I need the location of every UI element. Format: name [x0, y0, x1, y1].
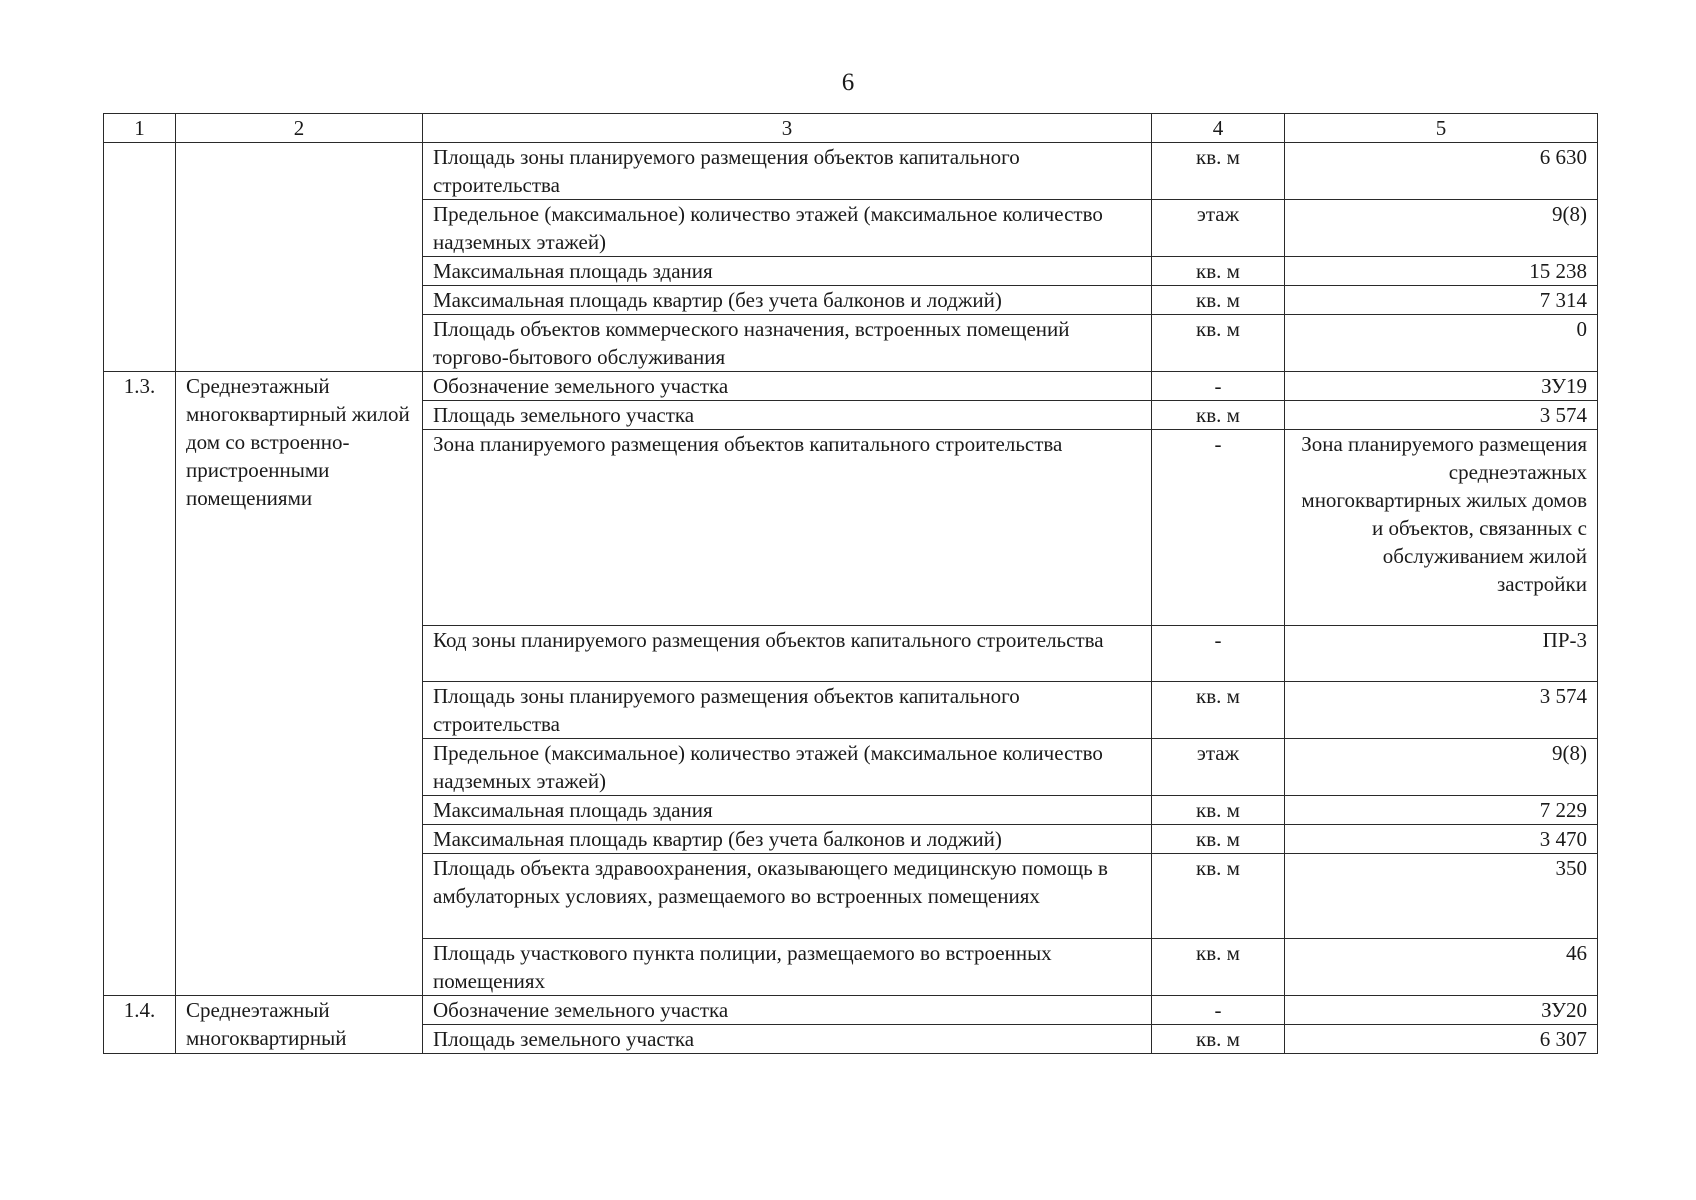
value-cell: 3 574 [1285, 682, 1598, 739]
parameter-cell: Максимальная площадь здания [423, 796, 1152, 825]
unit-cell: этаж [1152, 200, 1285, 257]
unit-cell: кв. м [1152, 143, 1285, 200]
table-row [104, 143, 1598, 200]
column-number-5: 5 [1285, 114, 1598, 143]
value-cell: 3 470 [1285, 825, 1598, 854]
unit-cell: - [1152, 996, 1285, 1025]
parameter-cell: Предельное (максимальное) количество этажей (максимальное количество надземных этажей) [423, 739, 1152, 796]
value-cell: 6 307 [1285, 1025, 1598, 1054]
unit-cell: кв. м [1152, 1025, 1285, 1054]
unit-cell: кв. м [1152, 286, 1285, 315]
value-cell: ПР-3 [1285, 626, 1598, 682]
column-number-1: 1 [104, 114, 176, 143]
row-number-cell: 1.4. [104, 996, 176, 1054]
value-cell: 3 574 [1285, 401, 1598, 430]
unit-cell: этаж [1152, 739, 1285, 796]
value-cell: 0 [1285, 315, 1598, 372]
parameter-cell: Обозначение земельного участка [423, 996, 1152, 1025]
unit-cell: кв. м [1152, 825, 1285, 854]
parameter-cell: Площадь объекта здравоохранения, оказывающего медицинскую помощь в амбулаторных условиях, размещаемого во встроенных помещениях [423, 854, 1152, 939]
unit-cell: - [1152, 372, 1285, 401]
object-name-cell [176, 143, 423, 372]
table-row [104, 372, 1598, 401]
value-cell: ЗУ20 [1285, 996, 1598, 1025]
parameter-cell: Площадь объектов коммерческого назначения, встроенных помещений торгово-бытового обслуживания [423, 315, 1152, 372]
parameter-cell: Площадь зоны планируемого размещения объектов капитального строительства [423, 682, 1152, 739]
parameters-table [103, 113, 1598, 1054]
column-number-3: 3 [423, 114, 1152, 143]
value-cell: 15 238 [1285, 257, 1598, 286]
parameter-cell: Зона планируемого размещения объектов капитального строительства [423, 430, 1152, 626]
row-number-cell: 1.3. [104, 372, 176, 996]
unit-cell: кв. м [1152, 854, 1285, 939]
value-cell: Зона планируемого размещения среднеэтажных многоквартирных жилых домов и объектов, связанных с обслуживанием жилой застройки [1285, 430, 1598, 626]
unit-cell: кв. м [1152, 796, 1285, 825]
parameter-cell: Площадь земельного участка [423, 401, 1152, 430]
value-cell: ЗУ19 [1285, 372, 1598, 401]
value-cell: 6 630 [1285, 143, 1598, 200]
value-cell: 7 314 [1285, 286, 1598, 315]
parameter-cell: Максимальная площадь квартир (без учета балконов и лоджий) [423, 286, 1152, 315]
value-cell: 46 [1285, 939, 1598, 996]
column-number-4: 4 [1152, 114, 1285, 143]
column-number-row [104, 114, 1598, 143]
unit-cell: - [1152, 430, 1285, 626]
unit-cell: кв. м [1152, 315, 1285, 372]
parameter-cell: Обозначение земельного участка [423, 372, 1152, 401]
page-number: 6 [841, 69, 855, 96]
parameter-cell: Площадь зоны планируемого размещения объектов капитального строительства [423, 143, 1152, 200]
object-name-cell: Среднеэтажный многоквартирный жилой дом со встроенно-пристроенными помещениями [176, 372, 423, 996]
parameter-cell: Площадь земельного участка [423, 1025, 1152, 1054]
value-cell: 9(8) [1285, 739, 1598, 796]
parameter-cell: Максимальная площадь квартир (без учета балконов и лоджий) [423, 825, 1152, 854]
parameter-cell: Предельное (максимальное) количество этажей (максимальное количество надземных этажей) [423, 200, 1152, 257]
parameter-cell: Код зоны планируемого размещения объектов капитального строительства [423, 626, 1152, 682]
value-cell: 9(8) [1285, 200, 1598, 257]
value-cell: 7 229 [1285, 796, 1598, 825]
object-name-cell: Среднеэтажный многоквартирный [176, 996, 423, 1054]
parameter-cell: Площадь участкового пункта полиции, размещаемого во встроенных помещениях [423, 939, 1152, 996]
parameter-cell: Максимальная площадь здания [423, 257, 1152, 286]
unit-cell: кв. м [1152, 257, 1285, 286]
unit-cell: - [1152, 626, 1285, 682]
unit-cell: кв. м [1152, 401, 1285, 430]
unit-cell: кв. м [1152, 682, 1285, 739]
unit-cell: кв. м [1152, 939, 1285, 996]
column-number-2: 2 [176, 114, 423, 143]
row-number-cell [104, 143, 176, 372]
value-cell: 350 [1285, 854, 1598, 939]
table-row [104, 996, 1598, 1025]
